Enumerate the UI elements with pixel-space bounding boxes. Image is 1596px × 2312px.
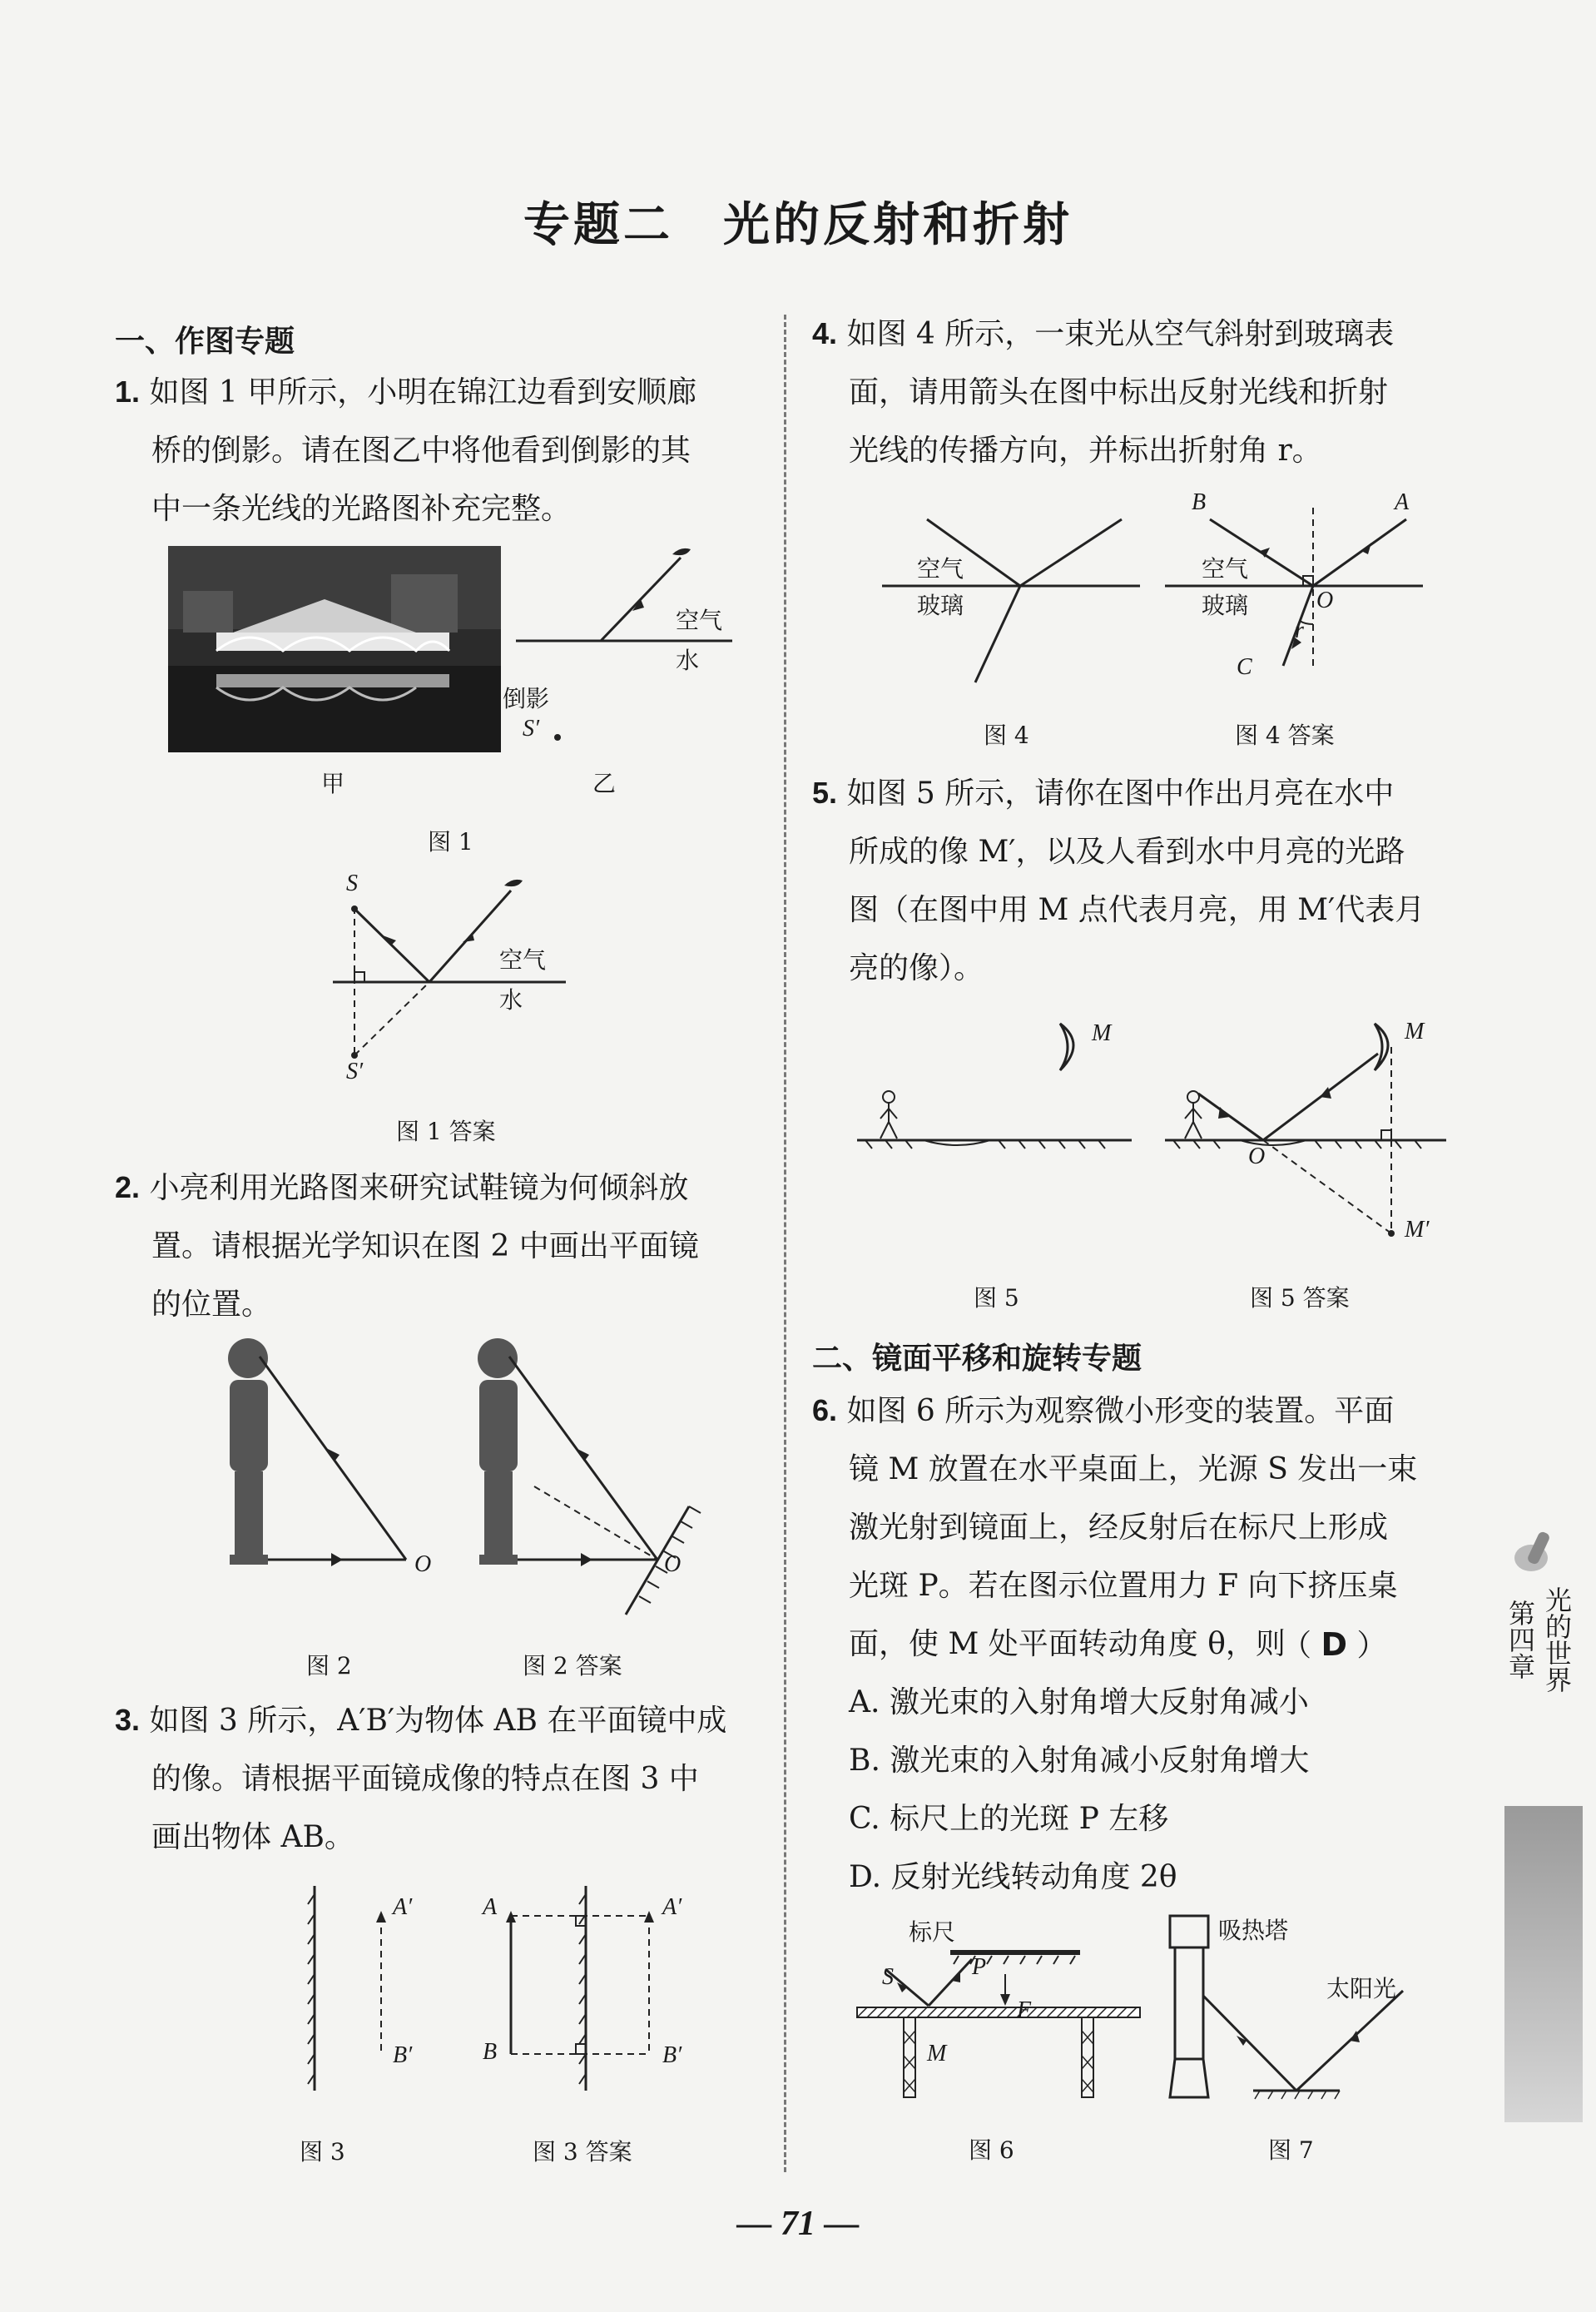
fig5ans-m-label: M — [1405, 1019, 1425, 1044]
fig2-o-label: O — [414, 1551, 432, 1577]
fig5ans-o-label: O — [1248, 1144, 1266, 1169]
fig1ans-water-label: 水 — [499, 986, 523, 1014]
question-text: 的像。请根据平面镜成像的特点在图 3 中 — [151, 1762, 699, 1796]
fig1-reflection-label: 倒影 — [503, 685, 550, 712]
fig5-m-label: M — [1092, 1020, 1112, 1046]
option-d: D. 反射光线转动角度 2θ — [849, 1860, 1177, 1894]
fig1-caption: 图 1 — [428, 828, 473, 856]
figure-1-answer — [333, 874, 582, 1082]
question-text: 的位置。 — [151, 1287, 272, 1322]
question-3 — [115, 1691, 764, 1867]
fig4-glass-label: 玻璃 — [917, 592, 964, 619]
person-figure — [228, 1338, 268, 1565]
question-text: 桥的倒影。请在图乙中将他看到倒影的其 — [151, 434, 691, 468]
fig3-bprime-label: B′ — [393, 2042, 413, 2068]
question-number: 3. — [115, 1703, 141, 1737]
question-text: 镜 M 放置在水平桌面上，光源 S 发出一束 — [849, 1452, 1418, 1486]
fig3-caption: 图 3 — [300, 2138, 345, 2166]
question-text: 激光射到镜面上，经反射后在标尺上形成 — [849, 1511, 1389, 1545]
question-text: 如图 5 所示，请你在图中作出月亮在水中 — [846, 776, 1395, 811]
question-1 — [115, 363, 764, 538]
option-c: C. 标尺上的光斑 P 左移 — [849, 1802, 1169, 1836]
question-text: 小亮利用光路图来研究试鞋镜为何倾斜放 — [149, 1171, 689, 1205]
fig6-f-label: F — [1017, 1997, 1032, 2023]
question-number: 5. — [812, 776, 838, 810]
pen-icon — [1508, 1528, 1574, 1578]
fig4ans-r-label: r — [1295, 618, 1304, 643]
fig7-sun-label: 太阳光 — [1326, 1975, 1397, 2002]
question-text: 如图 1 甲所示，小明在锦江边看到安顺廊 — [149, 375, 697, 409]
fig2ans-caption: 图 2 答案 — [523, 1652, 622, 1679]
fig1-air-label: 空气 — [676, 607, 723, 634]
question-text: 中一条光线的光路图补充完整。 — [151, 492, 572, 526]
fig1-yi-label: 乙 — [592, 770, 617, 797]
side-gray-bar — [1504, 1806, 1583, 2122]
figure-5 — [849, 1007, 1481, 1257]
question-text: 如图 4 所示，一束光从空气斜射到玻璃表 — [846, 317, 1395, 351]
fig3-aprime-label: A′ — [393, 1894, 413, 1920]
fig1ans-caption: 图 1 答案 — [396, 1118, 496, 1145]
question-number: 2. — [115, 1170, 141, 1204]
chapter-side-tab — [1504, 1528, 1571, 1693]
question-text: 画出物体 AB。 — [151, 1820, 354, 1854]
question-text: 亮的像）。 — [849, 951, 984, 985]
chapter-name: 光的世界 — [1541, 1586, 1573, 1693]
fig1ans-air-label: 空气 — [499, 946, 547, 974]
figure-1 — [158, 541, 757, 849]
fig4ans-c-label: C — [1237, 654, 1252, 680]
fig5ans-caption: 图 5 答案 — [1250, 1284, 1350, 1312]
fig4ans-caption: 图 4 答案 — [1235, 722, 1335, 749]
question-number: 1. — [115, 375, 141, 409]
question-number: 6. — [812, 1393, 838, 1427]
figure-2 — [218, 1332, 717, 1631]
person-icon — [880, 1091, 897, 1139]
fig3ans-bprime-label: B′ — [662, 2042, 682, 2068]
fig4ans-o-label: O — [1316, 588, 1334, 613]
question-text: 如图 3 所示，A′B′为物体 AB 在平面镜中成 — [149, 1704, 727, 1738]
question-text: 面，请用箭头在图中标出反射光线和折射 — [849, 375, 1389, 409]
fig7-tower-label: 吸热塔 — [1218, 1917, 1289, 1944]
section-heading-2: 二、镜面平移和旋转专题 — [812, 1342, 1142, 1376]
option-b: B. 激光束的入射角减小反射角增大 — [849, 1744, 1310, 1778]
question-2 — [115, 1158, 764, 1334]
page-title: 专题二 光的反射和折射 — [523, 198, 1073, 252]
question-number: 4. — [812, 316, 838, 350]
question-text: 面，使 M 处平面转动角度 θ，则 — [849, 1627, 1286, 1661]
fig4ans-a-label: A — [1395, 489, 1410, 515]
question-text: 如图 6 所示为观察微小形变的装置。平面 — [846, 1394, 1395, 1428]
fig7-caption: 图 7 — [1268, 2136, 1314, 2164]
fig4ans-air-label: 空气 — [1202, 555, 1249, 583]
figure-6 — [852, 1914, 1152, 2114]
chapter-number: 第四章 — [1504, 1600, 1536, 1679]
question-text: 所成的像 M′，以及人看到水中月亮的光路 — [849, 835, 1405, 869]
answer-bracket: （ D ） — [1281, 1626, 1387, 1663]
moon-icon — [1060, 1024, 1073, 1070]
fig5ans-mprime-label: M′ — [1405, 1217, 1430, 1243]
fig6-caption: 图 6 — [969, 2136, 1014, 2164]
fig4ans-glass-label: 玻璃 — [1202, 592, 1249, 619]
fig3ans-caption: 图 3 答案 — [533, 2138, 632, 2166]
fig6-m-label: M — [927, 2041, 947, 2066]
column-divider — [784, 315, 786, 2172]
figure-3 — [300, 1883, 699, 2099]
fig3ans-a-label: A — [483, 1894, 498, 1920]
question-text: 置。请根据光学知识在图 2 中画出平面镜 — [151, 1229, 699, 1263]
fig4-air-label: 空气 — [917, 555, 964, 583]
fig2ans-o-label: O — [664, 1551, 682, 1577]
page-number: — 71 — — [736, 2205, 860, 2243]
answer-choice: D — [1321, 1626, 1347, 1663]
fig6-ruler-label: 标尺 — [909, 1918, 956, 1946]
fig1ans-s-label: S — [346, 871, 358, 896]
section-heading-1: 一、作图专题 — [115, 325, 295, 359]
question-text: 光线的传播方向，并标出折射角 r。 — [849, 434, 1322, 468]
fig5-caption: 图 5 — [974, 1284, 1019, 1312]
figure-7 — [1157, 1909, 1456, 2109]
question-text: 图（在图中用 M 点代表月亮，用 M′代表月 — [849, 893, 1425, 927]
fig4-caption: 图 4 — [984, 722, 1029, 749]
fig3ans-aprime-label: A′ — [662, 1894, 682, 1920]
question-5 — [812, 764, 1478, 998]
fig1-sprime-label: S′ — [523, 716, 540, 742]
fig1-water-label: 水 — [676, 647, 700, 674]
question-text: 光斑 P。若在图示位置用力 F 向下挤压桌 — [849, 1569, 1398, 1603]
question-4 — [812, 305, 1478, 480]
fig6-p-label: P — [972, 1954, 987, 1980]
fig4ans-b-label: B — [1192, 489, 1207, 515]
question-6 — [812, 1382, 1478, 1907]
fig1ans-sprime-label: S′ — [346, 1059, 364, 1084]
fig1-jia-label: 甲 — [321, 770, 345, 797]
option-a: A. 激光束的入射角增大反射角减小 — [849, 1685, 1309, 1719]
fig2-caption: 图 2 — [306, 1652, 352, 1679]
fig6-s-label: S — [882, 1964, 894, 1990]
fig3ans-b-label: B — [483, 2039, 498, 2065]
